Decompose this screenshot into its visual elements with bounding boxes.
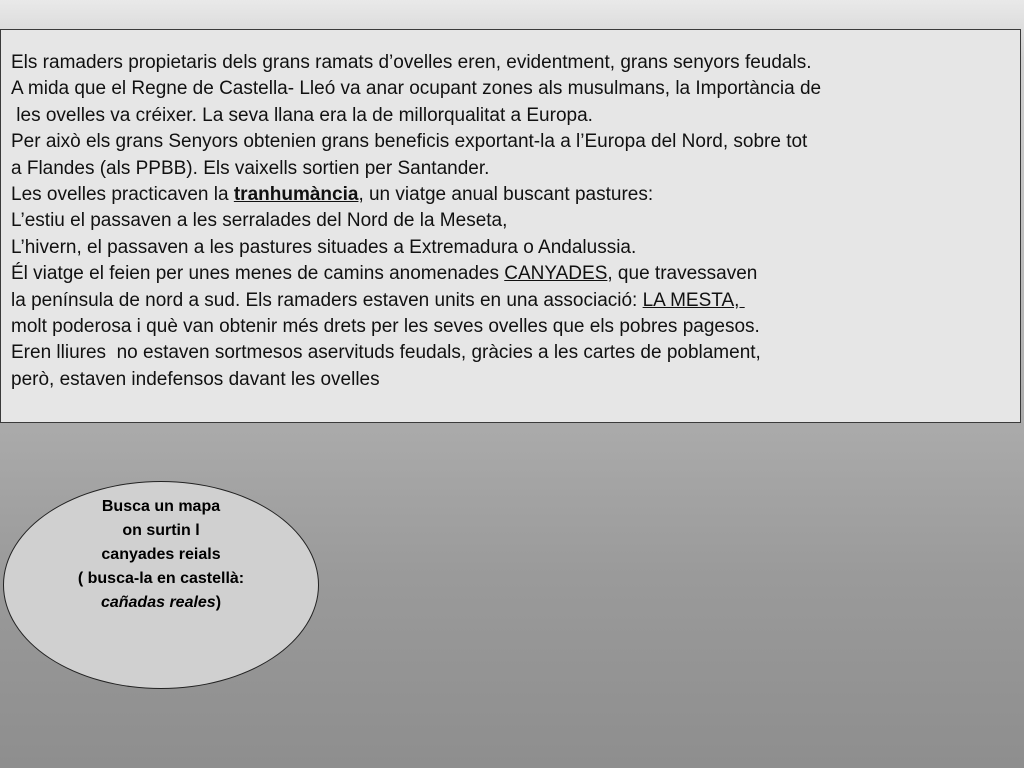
text-line: Eren lliures no estaven sortmesos aservituds feudals, gràcies a les cartes de poblament, bbox=[11, 342, 761, 364]
text-segment: , que travessaven bbox=[607, 263, 758, 285]
text-line: les ovelles va créixer. La seva llana era la de millorqualitat a Europa. bbox=[11, 104, 593, 126]
text-segment: Les ovelles practicaven la bbox=[11, 184, 234, 206]
text-line: a Flandes (als PPBB). Els vaixells sortien per Santander. bbox=[11, 157, 490, 179]
callout-text bbox=[3, 495, 319, 615]
text-line: molt poderosa i què van obtenir més drets per les seves ovelles que els pobres pagesos. bbox=[11, 316, 760, 338]
text-line: A mida que el Regne de Castella- Lleó va anar ocupant zones als musulmans, la Importància de bbox=[11, 78, 822, 100]
text-line: L’estiu el passaven a les serralades del Nord de la Meseta, bbox=[11, 210, 508, 232]
text-line: Els ramaders propietaris dels grans ramats d’ovelles eren, evidentment, grans senyors feudals. bbox=[11, 52, 812, 73]
text-line: L’hivern, el passaven a les pastures situades a Extremadura o Andalussia. bbox=[11, 236, 637, 258]
text-line bbox=[11, 182, 1010, 208]
callout-line bbox=[3, 591, 319, 615]
text-segment: , un viatge anual buscant pastures: bbox=[358, 184, 654, 206]
text-line bbox=[11, 261, 1010, 287]
callout-paren: ) bbox=[215, 594, 222, 611]
term-tranhumancia: tranhumància bbox=[233, 184, 359, 206]
text-segment: Él viatge el feien per unes menes de camins anomenades bbox=[11, 263, 505, 285]
text-line bbox=[11, 288, 1010, 314]
text-line: però, estaven indefensos davant les ovelles bbox=[11, 368, 380, 390]
term-la-mesta: LA MESTA, bbox=[642, 289, 745, 311]
callout-line: Busca un mapa bbox=[101, 498, 221, 515]
main-text-box bbox=[0, 29, 1021, 423]
term-canyades: CANYADES bbox=[504, 263, 608, 285]
callout-italic-term: cañadas reales bbox=[100, 594, 216, 611]
callout-line: ( busca-la en castellà: bbox=[77, 570, 245, 587]
callout-line: on surtin l bbox=[122, 522, 200, 539]
text-segment: la península de nord a sud. Els ramaders estaven units en una associació: bbox=[11, 289, 643, 311]
text-line: Per això els grans Senyors obtenien grans beneficis exportant-la a l’Europa del Nord, sobre tot bbox=[11, 131, 808, 153]
callout-line: canyades reials bbox=[101, 546, 221, 563]
